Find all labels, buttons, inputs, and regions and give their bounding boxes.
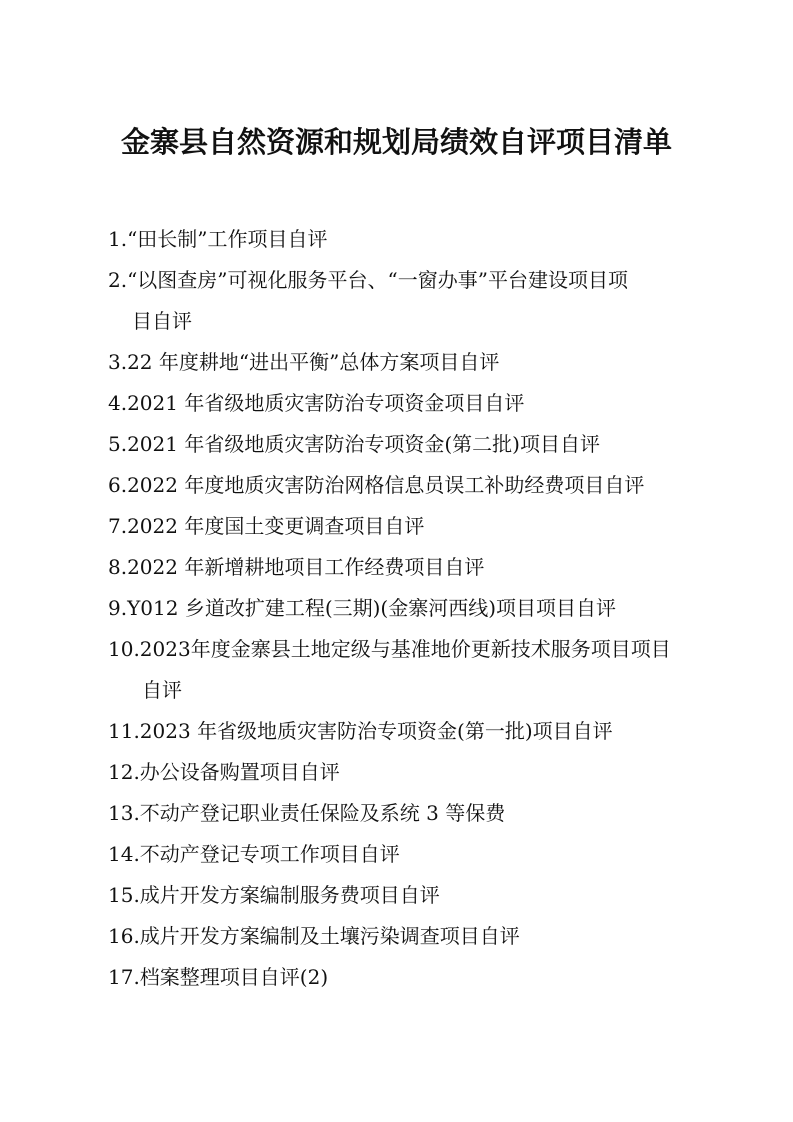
list-item-text: 4.2021 年省级地质灾害防治专项资金项目自评 [108,391,525,415]
list-item [108,834,708,875]
list-item-continuation: 目自评 [132,309,192,333]
document-title: 金寨县自然资源和规划局绩效自评项目清单 [120,125,672,159]
list-item-text: 13.不动产登记职业责任保险及系统 3 等保费 [108,801,506,825]
list-item [108,711,708,752]
list-item [108,260,708,342]
list-item [108,465,708,506]
list-item [108,875,708,916]
list-item [108,547,708,588]
list-item-text: 7.2022 年度国土变更调查项目自评 [108,514,425,538]
list-item [108,383,708,424]
list-item-text: 12.办公设备购置项目自评 [108,760,340,784]
list-item-text: 15.成片开发方案编制服务费项目自评 [108,883,440,907]
list-item [108,342,708,383]
list-item [108,629,708,711]
list-item-text: 17.档案整理项目自评(2) [108,965,329,989]
list-item-text: 16.成片开发方案编制及土壤污染调查项目自评 [108,924,520,948]
list-item-text: 3.22 年度耕地“进出平衡”总体方案项目自评 [108,350,500,374]
list-item-text: 14.不动产登记专项工作项目自评 [108,842,400,866]
list-item-text: 2.“以图查房”可视化服务平台、“一窗办事”平台建设项目项 [108,268,628,292]
list-item [108,424,708,465]
list-item-text: 1.“田长制”工作项目自评 [108,227,328,251]
project-list [108,219,708,998]
list-item-text: 11.2023 年省级地质灾害防治专项资金(第一批)项目自评 [108,719,613,743]
list-item-text: 6.2022 年度地质灾害防治网格信息员误工补助经费项目自评 [108,473,645,497]
list-item [108,219,708,260]
list-item [108,588,708,629]
list-item [108,506,708,547]
list-item [108,793,708,834]
list-item [108,752,708,793]
list-item-text: 8.2022 年新增耕地项目工作经费项目自评 [108,555,485,579]
list-item-text: 9.Y012 乡道改扩建工程(三期)(金寨河西线)项目项目自评 [108,596,617,620]
list-item-text: 5.2021 年省级地质灾害防治专项资金(第二批)项目自评 [108,432,600,456]
list-item [108,916,708,957]
list-item [108,957,708,998]
list-item-continuation: 自评 [142,678,182,702]
list-item-text: 10.2023年度金寨县土地定级与基准地价更新技术服务项目项目 [108,637,671,661]
